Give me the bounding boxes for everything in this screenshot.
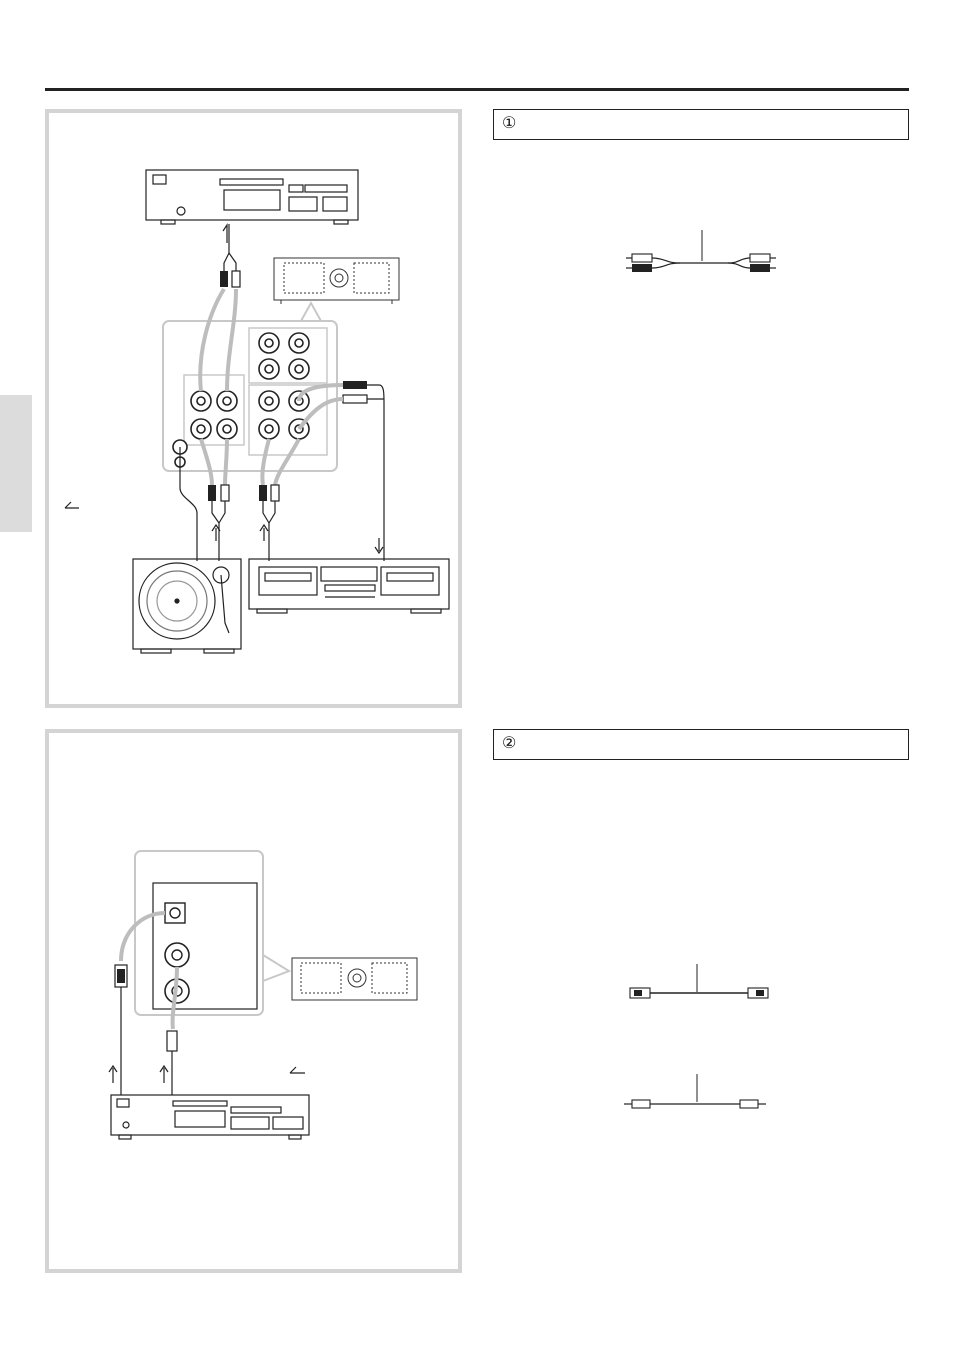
turntable-illustration (133, 559, 241, 653)
section-1-number: ① (502, 115, 517, 132)
digital-jack-panel (135, 851, 289, 1015)
optical-cable-figure (620, 962, 780, 1006)
cd-output-cable (200, 224, 240, 391)
rear-panel-jacks (163, 321, 337, 471)
section-2-number: ② (502, 735, 517, 752)
receiver-thumbnail-digital (292, 958, 417, 1000)
section-1-heading (493, 109, 909, 140)
analog-diagram-svg (49, 113, 458, 704)
analog-rca-cable-figure (620, 226, 780, 282)
digital-diagram-svg (49, 733, 458, 1269)
side-tab (0, 395, 32, 532)
section-2-heading (493, 729, 909, 760)
analog-connection-diagram (45, 109, 462, 708)
cassette-deck-illustration (249, 559, 449, 613)
signal-arrows-digital (109, 1066, 305, 1083)
top-rule (45, 88, 909, 91)
coaxial-cable-figure (620, 1072, 780, 1116)
cd-player-illustration (146, 170, 358, 224)
digital-player-illustration (111, 1095, 309, 1139)
digital-connection-diagram (45, 729, 462, 1273)
turntable-cable (180, 439, 229, 561)
signal-arrows (65, 502, 383, 553)
optical-cable (115, 913, 165, 1095)
receiver-thumbnail (274, 258, 399, 304)
